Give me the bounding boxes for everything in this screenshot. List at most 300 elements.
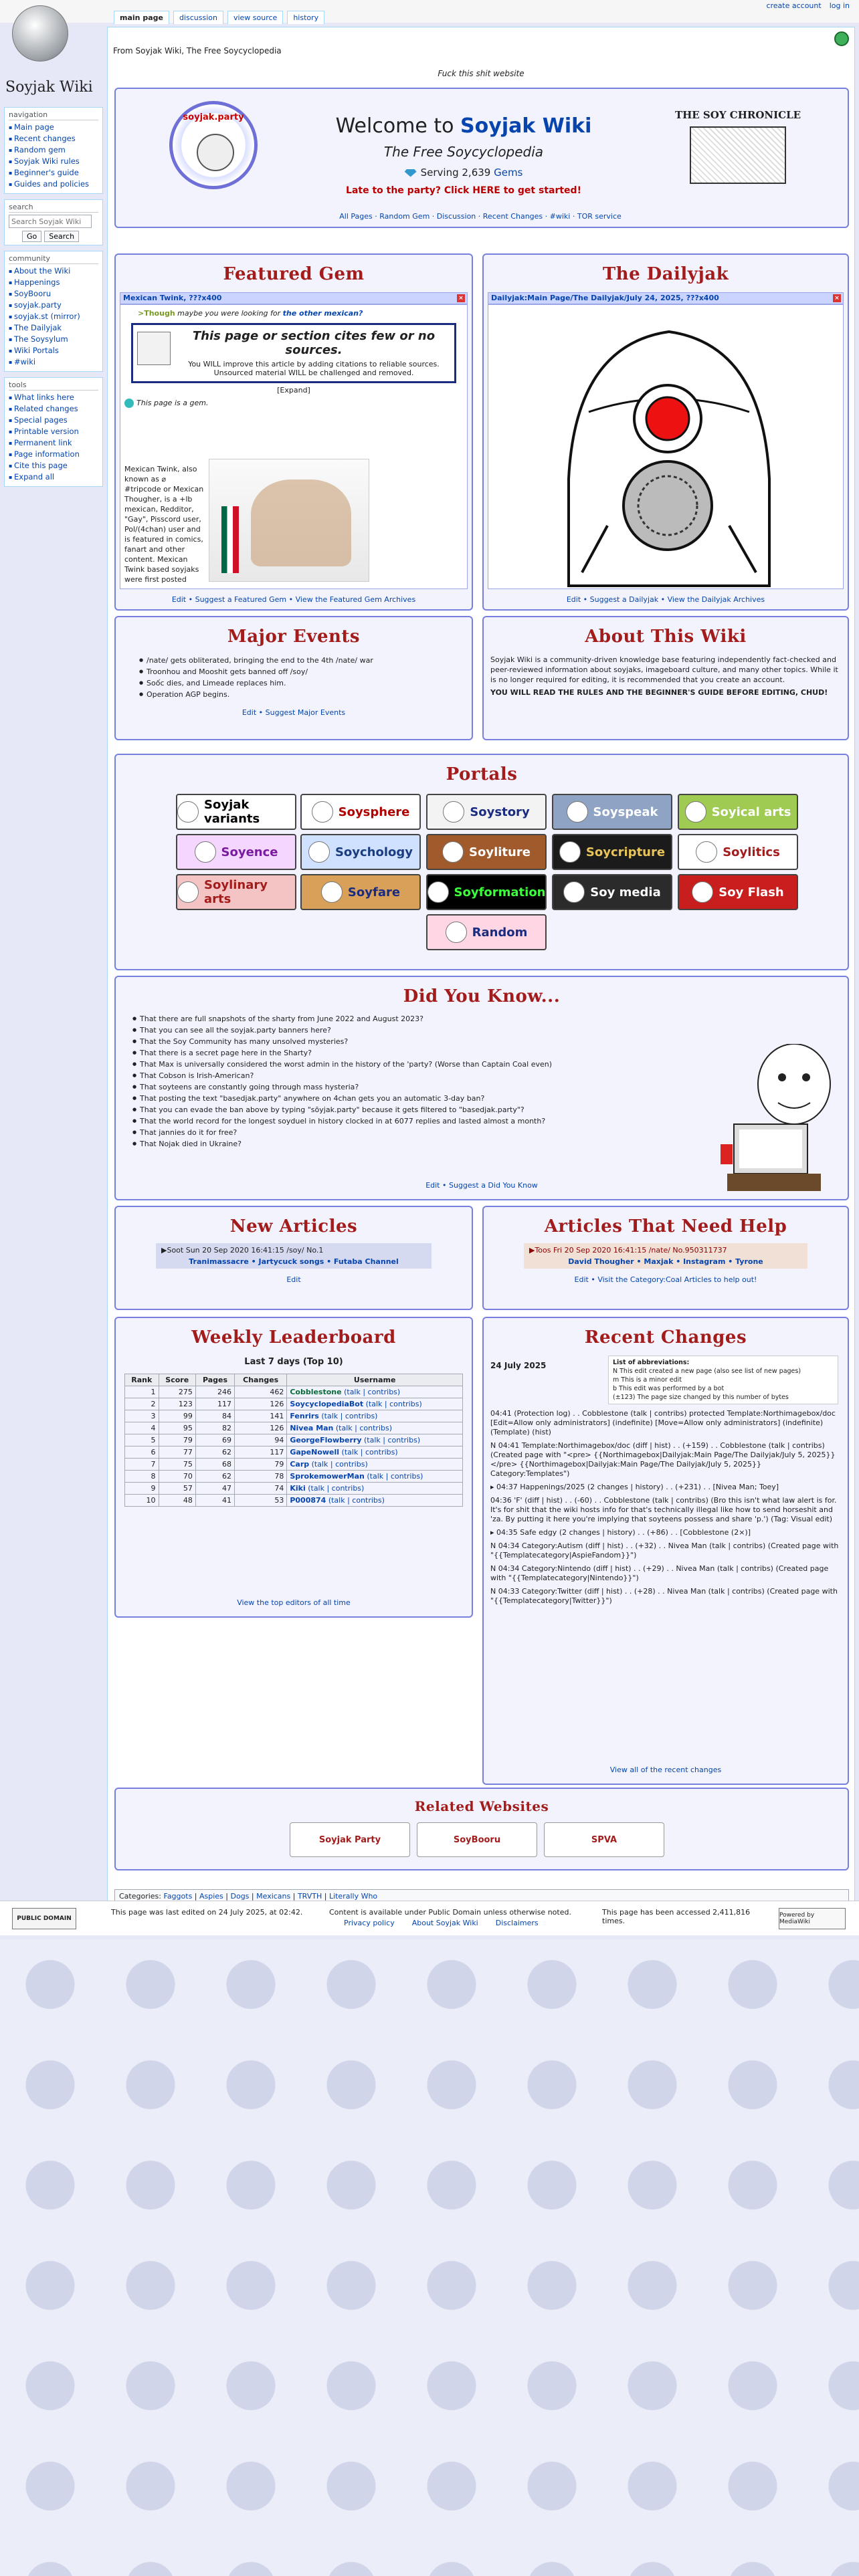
hatnote: [138, 309, 463, 318]
categories-bar: Categories: Faggots | Aspies | Dogs | Mexicans | TRVTH | Literally Who: [114, 1889, 849, 1904]
cell-changes: 126: [235, 1398, 287, 1410]
portal-soyence[interactable]: [176, 834, 296, 870]
col-rank: Rank: [125, 1374, 159, 1386]
cell-rank: 3: [125, 1410, 159, 1422]
newart-line1: ▶Soot Sun 20 Sep 2020 16:41:15 /soy/ No.1: [161, 1246, 324, 1255]
cell-rank: 10: [125, 1495, 159, 1507]
close-icon[interactable]: ×: [457, 294, 465, 302]
list-item: ● Troonhou and Mooshit gets banned off /soy/: [138, 666, 472, 677]
portal-label: Soyence: [221, 845, 278, 859]
cell-pages: 246: [195, 1386, 234, 1398]
sidebar-item-random-gem[interactable]: Random gem: [14, 145, 66, 154]
cell-pages: 84: [195, 1410, 234, 1422]
new-articles-panel: [114, 1206, 473, 1310]
list-item: ● That there are full snapshots of the sharty from June 2022 and August 2023?: [132, 1013, 654, 1025]
abbr-title: List of abbreviations:: [613, 1359, 690, 1366]
featured-gem-panel: [114, 253, 473, 611]
user-tools: [766, 1, 850, 10]
tab-view-source[interactable]: view source: [227, 11, 283, 24]
community-portlet: [4, 251, 103, 372]
portal-soysphere[interactable]: [300, 794, 421, 830]
user-link[interactable]: P000874: [290, 1496, 326, 1505]
gem-note: [124, 399, 463, 408]
citation-body: You WILL improve this article by adding citations to reliable sources. Unsourced material WILL be challenged and removed.: [188, 360, 440, 377]
table-row: [125, 1410, 463, 1422]
user-tools-text[interactable]: (talk | contribs): [361, 1436, 421, 1444]
portal-soychology[interactable]: [300, 834, 421, 870]
portal-icon: [195, 841, 216, 863]
recent-change-line[interactable]: ▸ 04:37 Happenings/2025 (2 changes | history) . . (+231) . . [Nivea Man; Toey]: [490, 1483, 779, 1491]
soy-chronicle-image[interactable]: [690, 126, 786, 184]
recent-change-line[interactable]: N 04:34 Category:Autism (diff | hist) . . (+32) . . Nivea Man (talk | contribs) (Created page with "{{Templatecategory|AspieFandom}}"): [490, 1541, 839, 1560]
sidebar-item-recent-changes[interactable]: Recent changes: [14, 134, 76, 143]
portal-label: Soyical arts: [711, 804, 791, 819]
cell-username: [287, 1434, 463, 1446]
sidebar-item-what-links-here[interactable]: What links here: [14, 393, 74, 402]
dyk-title: Did You Know...: [403, 986, 561, 1006]
public-domain-badge[interactable]: PUBLIC DOMAIN: [12, 1908, 76, 1929]
categories-label: Categories:: [119, 1892, 161, 1901]
featured-header-text: Mexican Twink, ???x400: [123, 294, 222, 302]
leader-footer[interactable]: View the top editors of all time: [237, 1598, 351, 1607]
cell-username: [287, 1410, 463, 1422]
sidebar-item-happenings[interactable]: Happenings: [14, 278, 60, 287]
sidebar-item-soyjak-party[interactable]: soyjak.party: [14, 300, 62, 310]
featured-body: [120, 304, 468, 589]
dailyjak-panel: [482, 253, 849, 611]
portal-label: Soy media: [590, 885, 661, 899]
cell-score: 99: [159, 1410, 195, 1422]
page-footer: [0, 1901, 859, 1935]
portal-soystory[interactable]: [426, 794, 547, 830]
portlet-heading: search: [9, 203, 98, 213]
sidebar-item-special-pages[interactable]: Special pages: [14, 415, 68, 425]
cell-changes: 79: [235, 1459, 287, 1471]
citation-title: This page or section cites few or no sources.: [192, 329, 436, 357]
portal-label: Soysphere: [338, 804, 410, 819]
user-link[interactable]: Kiki: [290, 1484, 306, 1493]
featured-footer[interactable]: Edit • Suggest a Featured Gem • View the Featured Gem Archives: [171, 595, 416, 604]
user-tools-text[interactable]: (talk | contribs): [309, 1460, 368, 1469]
sidebar-item-page-info[interactable]: Page information: [14, 449, 80, 459]
portal-soycripture[interactable]: [552, 834, 672, 870]
cell-rank: 9: [125, 1483, 159, 1495]
cell-score: 70: [159, 1471, 195, 1483]
abbr-item: (±123) The page size changed by this number of bytes: [613, 1394, 789, 1401]
portal-icon: [446, 922, 467, 943]
portal-random[interactable]: [426, 914, 547, 950]
navigation-portlet: [4, 107, 103, 194]
category-link[interactable]: Aspies: [199, 1892, 223, 1901]
portal-label: Soychology: [335, 845, 413, 859]
sidebar-item-main-page[interactable]: Main page: [14, 122, 54, 132]
portal-label: Soyfare: [347, 885, 401, 899]
table-row: [125, 1459, 463, 1471]
newart-links[interactable]: Tranimassacre • Jartycuck songs • Futaba Channel: [189, 1257, 399, 1266]
recent-change-line[interactable]: 04:41 (Protection log) . . Cobblestone (talk | contribs) protected Template:Northimagebox/doc [Edit=Allow only administrators] (indefinite) [Move=Allow only administrators] (indefinite) (Template) (hist): [490, 1409, 836, 1436]
cell-username: [287, 1459, 463, 1471]
greentext: >Though: [138, 309, 175, 318]
portal-soy-media[interactable]: [552, 874, 672, 910]
table-row: [125, 1434, 463, 1446]
about-title: About This Wiki: [585, 627, 747, 647]
portal-icon: [559, 841, 581, 863]
portal-soyical-arts[interactable]: [678, 794, 798, 830]
cell-username: [287, 1471, 463, 1483]
list-item: ● That the world record for the longest soyduel in history clocked in at 6077 replies and lasted almost a month?: [132, 1115, 654, 1127]
recent-list: [490, 1409, 842, 1610]
need-help-panel: [482, 1206, 849, 1310]
cell-rank: 4: [125, 1422, 159, 1434]
category-link[interactable]: TRVTH: [297, 1892, 322, 1901]
col-score: Score: [159, 1374, 195, 1386]
go-button[interactable]: Go: [22, 231, 41, 242]
cell-rank: 1: [125, 1386, 159, 1398]
list-item: ● Soốc dies, and Limeade replaces him.: [138, 677, 472, 689]
sidebar-item-rules[interactable]: Soyjak Wiki rules: [14, 156, 80, 166]
cell-rank: 5: [125, 1434, 159, 1446]
portal-soyspeak[interactable]: [552, 794, 672, 830]
user-link[interactable]: SprokemowerMan: [290, 1472, 365, 1481]
cell-username: [287, 1398, 463, 1410]
log-in-link[interactable]: log in: [829, 1, 850, 10]
events-title: Major Events: [227, 627, 361, 647]
featured-text: Mexican Twink, also known as ⌀ #tripcode or Mexican Thougher, is a +lb mexican, Redditor, "Gay", Pisscord user, Pol/(4chan) user and is featured in comics, fanart and other content. Mexican Twink based soyjaks were first posted: [124, 465, 204, 584]
portal-icon: [443, 801, 464, 823]
cell-rank: 2: [125, 1398, 159, 1410]
gem-note-text: This page is a gem.: [136, 399, 209, 407]
user-link[interactable]: GeorgeFlowberry: [290, 1436, 362, 1444]
recent-change-line[interactable]: N 04:34 Category:Nintendo (diff | hist) . . (+29) . . Nivea Man (talk | contribs) (Created page with "{{Templatecategory|Nintendo}}"): [490, 1564, 829, 1582]
list-item: ● That Nojak died in Ukraine?: [132, 1138, 654, 1150]
sidebar-item-printable[interactable]: Printable version: [14, 427, 79, 436]
all-pages-link[interactable]: All Pages: [339, 212, 373, 221]
about-rules-notice: YOU WILL READ THE RULES AND THE BEGINNER'S GUIDE BEFORE EDITING, CHUD!: [490, 688, 828, 697]
category-link[interactable]: Faggots: [163, 1892, 193, 1901]
discussion-link[interactable]: Discussion: [436, 212, 476, 221]
cell-score: 275: [159, 1386, 195, 1398]
col-pages: Pages: [195, 1374, 234, 1386]
random-gem-link[interactable]: Random Gem: [379, 212, 430, 221]
portal-soy-flash[interactable]: [678, 874, 798, 910]
abbr-item: b This edit was performed by a bot: [613, 1385, 725, 1392]
user-tools-text[interactable]: (talk | contribs): [305, 1484, 365, 1493]
category-link[interactable]: Dogs: [230, 1892, 250, 1901]
dyk-footer[interactable]: Edit • Suggest a Did You Know: [425, 1181, 538, 1190]
featured-image[interactable]: [209, 459, 369, 582]
needhelp-title: Articles That Need Help: [544, 1216, 787, 1237]
tor-link[interactable]: TOR service: [577, 212, 622, 221]
portal-label: Soy Flash: [719, 885, 784, 899]
sidebar-item-expand-all[interactable]: Expand all: [14, 472, 55, 481]
portal-icon: [696, 841, 717, 863]
portal-label: Soystory: [470, 804, 530, 819]
soyjak-party-seal: [169, 101, 258, 189]
sidebar-item-cite[interactable]: Cite this page: [14, 461, 68, 470]
cell-rank: 8: [125, 1471, 159, 1483]
soyjak-group-illustration: [251, 479, 351, 566]
needhelp-line1: ▶Toos Fri 20 Sep 2020 16:41:15 /nate/ No.950311737: [529, 1246, 727, 1255]
newart-footer[interactable]: Edit: [286, 1275, 301, 1284]
recent-change-line[interactable]: N 04:41 Template:Northimagebox/doc (diff | hist) . . (+159) . . Cobblestone (talk | contribs) (Created page with "<pre> {{Northimagebox|Dailyjak:Main Page/The Dailyjak/July 5, 2025}}</pre> {{Northimagebox|Dailyjak:Main Page/The Dailyjak/July 5, 2025}} Category:Templates"): [490, 1441, 836, 1478]
user-tools-text[interactable]: (talk | contribs): [339, 1448, 398, 1457]
sidebar-item-beginners-guide[interactable]: Beginner's guide: [14, 168, 79, 177]
cell-score: 57: [159, 1483, 195, 1495]
col-username: Username: [287, 1374, 463, 1386]
user-tools-text[interactable]: (talk | contribs): [341, 1388, 401, 1396]
page-tabs: [114, 11, 324, 24]
cell-score: 95: [159, 1422, 195, 1434]
portals-panel: [114, 754, 849, 970]
cell-pages: 62: [195, 1471, 234, 1483]
tools-portlet: [4, 377, 103, 487]
cell-pages: 47: [195, 1483, 234, 1495]
portal-soylitics[interactable]: [678, 834, 798, 870]
hatnote-text: maybe you were looking for: [175, 309, 283, 318]
welcome-title-prefix: Welcome to: [335, 114, 461, 138]
sidebar-item-related-changes[interactable]: Related changes: [14, 404, 78, 413]
recent-date: 24 July 2025: [490, 1361, 547, 1370]
col-changes: Changes: [235, 1374, 287, 1386]
needhelp-links[interactable]: David Thougher • Maxjak • Instagram • Tyrone: [568, 1257, 763, 1266]
welcome-title-link[interactable]: Soyjak Wiki: [460, 114, 592, 138]
user-link[interactable]: GapeNowell: [290, 1448, 340, 1457]
portal-label: Random: [472, 925, 528, 940]
other-mexican-link[interactable]: the other mexican?: [282, 309, 363, 318]
related-soyjak-party[interactable]: Soyjak Party: [290, 1822, 410, 1857]
list-item: ● That jannies do it for free?: [132, 1127, 654, 1138]
sidebar-item-permanent-link[interactable]: Permanent link: [14, 438, 72, 447]
cell-score: 75: [159, 1459, 195, 1471]
list-item: ● That the Soy Community has many unsolved mysteries?: [132, 1036, 654, 1047]
welcome-banner: [114, 88, 849, 228]
mexican-flag-icon: [221, 506, 239, 573]
site-logo[interactable]: [0, 0, 107, 100]
leader-title: Weekly Leaderboard: [191, 1327, 396, 1348]
cell-pages: 117: [195, 1398, 234, 1410]
portal-icon: [308, 841, 330, 863]
dailyjak-title: The Dailyjak: [602, 264, 729, 284]
cell-username: [287, 1495, 463, 1507]
disclaimers-link[interactable]: Disclaimers: [495, 1919, 539, 1927]
gem-icon: [405, 169, 417, 177]
portal-soylinary-arts[interactable]: [176, 874, 296, 910]
cell-changes: 94: [235, 1434, 287, 1446]
featured-title: Featured Gem: [223, 264, 365, 284]
list-item: ● Operation AGP begins.: [138, 689, 472, 700]
about-link[interactable]: About Soyjak Wiki: [411, 1919, 478, 1927]
portal-icon: [312, 801, 333, 823]
portlet-heading: community: [9, 254, 98, 264]
cell-changes: 462: [235, 1386, 287, 1398]
portal-icon: [692, 881, 713, 903]
list-item: ● That Max is universally considered the worst admin in the history of the 'party? (Worse than Captain Coal even): [132, 1059, 654, 1070]
recent-changes-link[interactable]: Recent Changes: [482, 212, 543, 221]
soyjak-notice-icon: [137, 332, 171, 365]
mediawiki-badge[interactable]: Powered by MediaWiki: [779, 1908, 846, 1929]
sidebar-item-soybooru[interactable]: SoyBooru: [14, 289, 52, 298]
did-you-know-panel: [114, 976, 849, 1200]
user-tools-text[interactable]: (talk | contribs): [363, 1400, 422, 1408]
user-tools-text[interactable]: (talk | contribs): [333, 1424, 393, 1432]
newart-box: [156, 1243, 432, 1269]
create-account-link[interactable]: create account: [766, 1, 822, 10]
portal-label: Soycripture: [585, 845, 666, 859]
citation-notice: [131, 323, 456, 383]
gem-count-text: Serving 2,639: [420, 167, 494, 179]
gems-link[interactable]: Gems: [494, 167, 523, 179]
user-tools-text[interactable]: (talk | contribs): [364, 1472, 423, 1481]
tab-history[interactable]: history: [287, 11, 324, 24]
cell-pages: 68: [195, 1459, 234, 1471]
sidebar-item-soysylum[interactable]: The Soysylum: [14, 334, 68, 344]
portal-label: Soyjak variants: [204, 798, 260, 826]
cell-rank: 7: [125, 1459, 159, 1471]
leaderboard-panel: [114, 1317, 473, 1618]
soy-chronicle-title[interactable]: THE SOY CHRONICLE: [674, 109, 801, 121]
cell-score: 48: [159, 1495, 195, 1507]
recent-footer[interactable]: View all of the recent changes: [609, 1765, 722, 1774]
cell-score: 123: [159, 1398, 195, 1410]
last-edited: This page was last edited on 24 July 2025, at 02:42.: [111, 1908, 303, 1917]
user-tools-text[interactable]: (talk | contribs): [326, 1496, 385, 1505]
list-item: ● That posting the text "basedjak.party" anywhere on 4chan gets you an automatic 3-day ban?: [132, 1093, 654, 1104]
welcome-subtitle: The Free Soycyclopedia: [383, 144, 544, 160]
sidebar-item-guides[interactable]: Guides and policies: [14, 179, 90, 189]
portal-icon: [685, 801, 706, 823]
dyk-list: [132, 1013, 654, 1150]
site-wordmark: Soyjak Wiki: [5, 79, 93, 96]
portal-icon: [177, 801, 199, 823]
portlet-heading: navigation: [9, 110, 98, 120]
related-soybooru[interactable]: SoyBooru: [417, 1822, 537, 1857]
cell-username: [287, 1386, 463, 1398]
public-domain-icon: [834, 31, 849, 46]
irc-link[interactable]: #wiki: [549, 212, 571, 221]
cell-username: [287, 1422, 463, 1434]
cell-score: 79: [159, 1434, 195, 1446]
site-subtitle: From Soyjak Wiki, The Free Soycyclopedia: [113, 46, 282, 56]
gem-icon: [124, 399, 134, 408]
table-row: [125, 1446, 463, 1459]
portal-icon: [177, 881, 199, 903]
needhelp-footer[interactable]: Edit • Visit the Category:Coal Articles to help out!: [574, 1275, 757, 1284]
recent-change-line[interactable]: ▸ 04:35 Safe edgy (2 changes | history) . . (+86) . . [Cobblestone (2×)]: [490, 1528, 751, 1537]
recent-change-line[interactable]: N 04:33 Category:Twitter (diff | hist) . . (+28) . . Nivea Man (talk | contribs) (Created page with "{{Templatecategory|Twitter}}"): [490, 1587, 838, 1605]
user-link[interactable]: Cobblestone: [290, 1388, 342, 1396]
portal-soyformation[interactable]: [426, 874, 547, 910]
cell-username: [287, 1446, 463, 1459]
leaderboard-table: [124, 1374, 463, 1507]
sidebar-item-portals[interactable]: Wiki Portals: [14, 346, 59, 355]
search-input[interactable]: [9, 215, 92, 228]
list-item: ● That you can evade the ban above by typing "sōyjak.party" because it gets filtered to "basedjak.party"?: [132, 1104, 654, 1115]
major-events-panel: [114, 616, 473, 740]
portal-icon: [567, 801, 588, 823]
cell-changes: 74: [235, 1483, 287, 1495]
about-wiki-panel: [482, 616, 849, 740]
portal-soyfare[interactable]: [300, 874, 421, 910]
privacy-link[interactable]: Privacy policy: [344, 1919, 395, 1927]
license-text: Content is available under Public Domain unless otherwise noted.: [329, 1908, 571, 1917]
portal-soyjak-variants[interactable]: [176, 794, 296, 830]
portal-label: Soyformation: [454, 885, 546, 899]
welcome-links: All Pages · Random Gem · Discussion · Recent Changes · #wiki · TOR service: [339, 212, 622, 221]
portal-icon: [321, 881, 343, 903]
cell-rank: 6: [125, 1446, 159, 1459]
main-content: [107, 27, 855, 1906]
soyjak-face-icon: [197, 134, 234, 171]
dailyjak-footer[interactable]: Edit • Suggest a Dailyjak • View the Dailyjak Archives: [566, 595, 765, 604]
table-row: [125, 1386, 463, 1398]
tab-main-page[interactable]: main page: [114, 11, 169, 24]
list-item: ● That you can see all the soyjak.party banners here?: [132, 1025, 654, 1036]
sidebar-item-dailyjak[interactable]: The Dailyjak: [14, 323, 62, 332]
list-item: ● That there is a secret page here in the Sharty?: [132, 1047, 654, 1059]
cell-changes: 141: [235, 1410, 287, 1422]
recent-change-line[interactable]: 04:36 'F' (diff | hist) . . (-60) . . Cobblestone (talk | contribs) (Bro this isn't what law alert is for. It's for shit that the wiki hosts info for that's technically illegal like how to send horseshit and 'za. By putting it here you're implying that soyteens possess and share 'p.') (Tag: Visual edit): [490, 1496, 837, 1523]
portal-label: Soyliture: [469, 845, 531, 859]
events-footer[interactable]: Edit • Suggest Major Events: [242, 708, 346, 717]
dailyjak-header-text: Dailyjak:Main Page/The Dailyjak/July 24, 2025, ???x400: [491, 294, 719, 302]
cell-changes: 117: [235, 1446, 287, 1459]
sidebar-item-about[interactable]: About the Wiki: [14, 266, 71, 276]
events-list: [138, 655, 472, 700]
dailyjak-image[interactable]: [488, 305, 846, 588]
newart-title: New Articles: [229, 1216, 358, 1237]
user-link[interactable]: Carp: [290, 1460, 310, 1469]
cell-username: [287, 1483, 463, 1495]
portals-title: Portals: [446, 764, 518, 784]
sidebar-item-soyjak-st[interactable]: soyjak.st (mirror): [14, 312, 80, 321]
cell-pages: 41: [195, 1495, 234, 1507]
user-link[interactable]: Fenrirs: [290, 1412, 319, 1420]
table-row: [125, 1422, 463, 1434]
category-link[interactable]: Mexicans: [256, 1892, 291, 1901]
user-link[interactable]: SoycyclopediaBot: [290, 1400, 364, 1408]
related-spva[interactable]: SPVA: [544, 1822, 664, 1857]
tab-discussion[interactable]: discussion: [173, 11, 223, 24]
portal-label: Soyspeak: [593, 804, 658, 819]
close-icon[interactable]: ×: [833, 294, 841, 302]
user-link[interactable]: Nivea Man: [290, 1424, 334, 1432]
seal-text: soyjak.party: [183, 112, 244, 122]
category-link[interactable]: Literally Who: [328, 1892, 378, 1901]
related-websites-panel: [114, 1788, 849, 1870]
expand-link[interactable]: [Expand]: [277, 386, 310, 395]
recent-changes-panel: [482, 1317, 849, 1785]
sidebar-item-irc[interactable]: #wiki: [14, 357, 36, 366]
search-button[interactable]: Search: [44, 231, 79, 242]
cell-score: 77: [159, 1446, 195, 1459]
get-started-link[interactable]: Late to the party? Click HERE to get started!: [346, 185, 581, 196]
table-row: [125, 1471, 463, 1483]
recent-title: Recent Changes: [584, 1327, 747, 1348]
background-pattern: [0, 1939, 859, 2576]
cell-pages: 82: [195, 1422, 234, 1434]
related-title: Related Websites: [414, 1798, 549, 1814]
portal-icon: [563, 881, 585, 903]
motto: Fuck this shit website: [438, 69, 524, 78]
portal-soyliture[interactable]: [426, 834, 547, 870]
user-tools-text[interactable]: (talk | contribs): [318, 1412, 378, 1420]
welcome-title: [276, 114, 651, 138]
portal-icon: [442, 841, 464, 863]
portal-label: Soylinary arts: [204, 878, 268, 906]
access-count: This page has been accessed 2,411,816 times.: [602, 1908, 751, 1925]
soyjak-computer-illustration: [721, 1044, 841, 1198]
table-row: [125, 1398, 463, 1410]
